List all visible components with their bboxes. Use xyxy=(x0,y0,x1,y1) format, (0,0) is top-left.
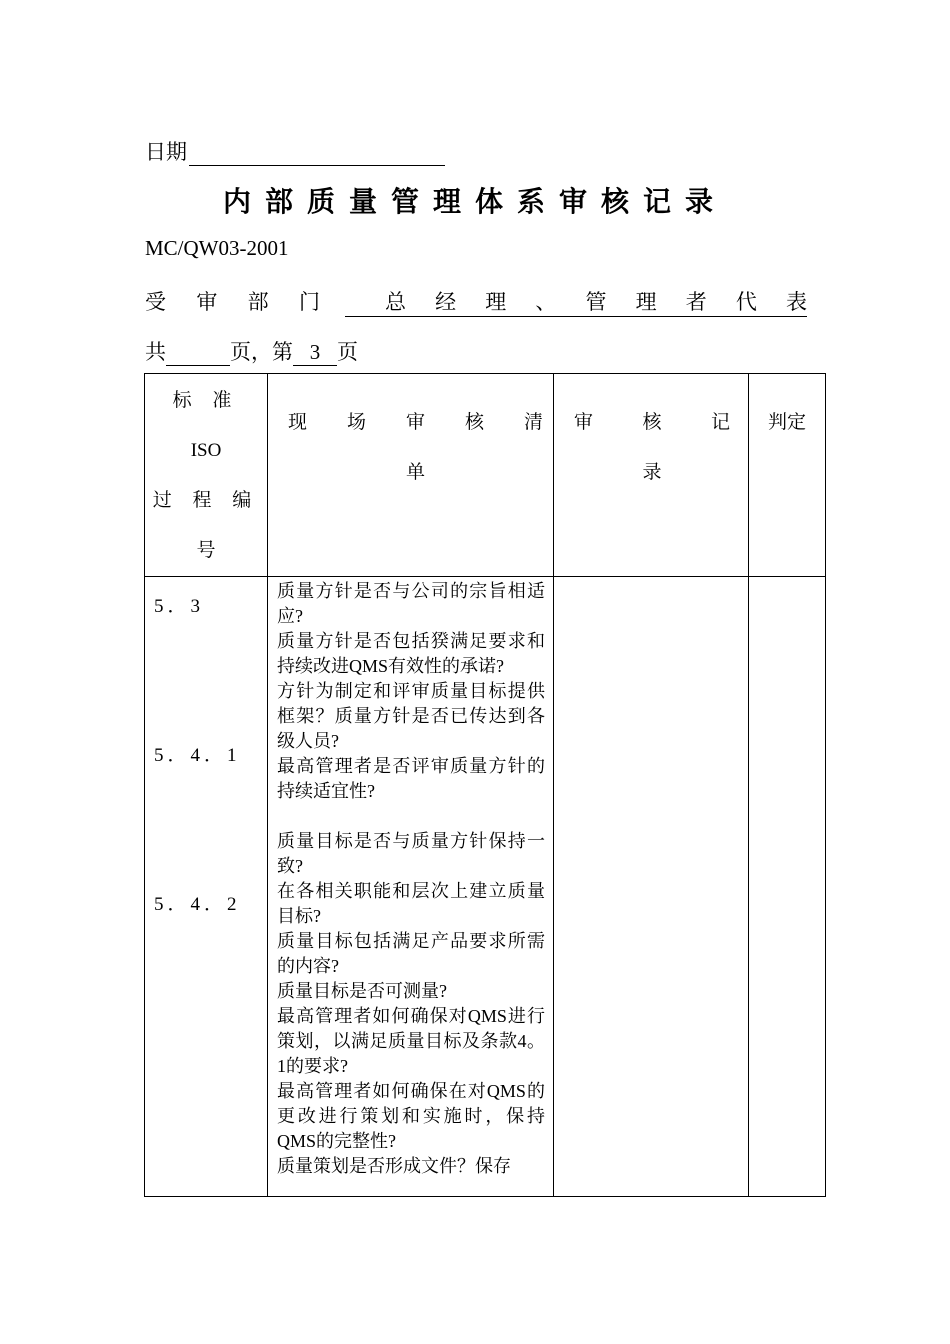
page-title: 内部质量管理体系审核记录 xyxy=(222,187,727,218)
judgement-cell[interactable] xyxy=(749,577,826,1197)
header-clause-line: 号 xyxy=(196,540,216,561)
checklist-item: 质量目标包括满足产品要求所需的内容? xyxy=(277,931,545,976)
page-count-line xyxy=(145,336,358,366)
checklist-item: 质量方针是否与公司的宗旨相适应? xyxy=(277,581,545,626)
dept-value-char: 管 xyxy=(585,290,607,314)
checklist-item: 最高管理者如何确保在对QMS的更改进行策划和实施时，保持QMS的完整性? xyxy=(277,1081,545,1151)
checklist-item: 在各相关职能和层次上建立质量目标? xyxy=(277,881,545,926)
checklist-item: 质量策划是否形成文件？保存 xyxy=(277,1156,511,1176)
header-clause xyxy=(145,374,268,577)
header-clause-line: 过 程 编 xyxy=(152,490,260,511)
dept-label-char: 审 xyxy=(196,290,218,314)
dept-label xyxy=(145,286,320,317)
clause-number: 5．4．2 xyxy=(154,894,241,915)
dept-label-char: 部 xyxy=(247,290,269,314)
page-number: 3 xyxy=(293,340,337,366)
checklist-item: 方针为制定和评审质量目标提供框架？质量方针是否已传达到各级人员? xyxy=(277,681,545,751)
header-checklist-char: 清 xyxy=(523,412,543,433)
dept-value-char: 代 xyxy=(735,290,757,314)
pages-prefix: 共 xyxy=(145,340,166,364)
checklist-item: 最高管理者是否评审质量方针的持续适宜性? xyxy=(277,756,545,801)
header-record-char: 记 xyxy=(710,412,730,433)
table-row xyxy=(145,577,826,1197)
document-code: MC/QW03-2001 xyxy=(145,236,289,260)
clause-number: 5．4．1 xyxy=(154,745,241,766)
clause-number: 5．3 xyxy=(154,596,205,617)
header-checklist-char: 审 xyxy=(405,412,425,433)
dept-label-char: 门 xyxy=(298,290,320,314)
pages-suffix: 页 xyxy=(337,340,358,364)
dept-value-char: 理 xyxy=(635,290,657,314)
checklist-cell xyxy=(268,577,554,1197)
dept-value-char: 、 xyxy=(535,290,557,314)
audit-table xyxy=(144,373,826,1197)
dept-value-char: 者 xyxy=(685,290,707,314)
header-judgement: 判定 xyxy=(749,374,826,577)
date-label: 日期 xyxy=(145,140,187,164)
header-clause-line: 标 准 xyxy=(172,390,240,411)
header-checklist-char: 核 xyxy=(464,412,484,433)
header-audit-record xyxy=(554,374,749,577)
audit-record-cell[interactable] xyxy=(554,577,749,1197)
table-header-row xyxy=(145,374,826,577)
date-field[interactable] xyxy=(189,145,445,166)
header-clause-line: ISO xyxy=(190,440,222,461)
total-pages-field[interactable] xyxy=(166,345,230,366)
header-checklist-char: 现 xyxy=(288,412,308,433)
dept-label-char: 受 xyxy=(145,290,166,314)
checklist-item: 质量方针是否包括猤满足要求和持续改进QMS有效性的承诺? xyxy=(277,631,545,676)
clause-cell xyxy=(145,577,268,1197)
pages-middle: 页，第 xyxy=(230,340,293,364)
header-record-char: 录 xyxy=(642,462,662,483)
checklist-item: 质量目标是否与质量方针保持一致? xyxy=(277,831,545,876)
dept-value xyxy=(345,286,807,317)
dept-value-char: 总 xyxy=(385,290,406,314)
dept-value-char: 表 xyxy=(786,290,807,314)
dept-value-char: 经 xyxy=(435,290,457,314)
header-record-char: 核 xyxy=(642,412,662,433)
dept-value-char: 理 xyxy=(485,290,507,314)
header-checklist-char: 单 xyxy=(405,462,425,483)
date-line xyxy=(145,136,445,166)
header-record-char: 审 xyxy=(574,412,594,433)
audited-department-line xyxy=(145,286,807,317)
header-checklist xyxy=(268,374,554,577)
checklist-item: 质量目标是否可测量? xyxy=(277,981,447,1001)
header-checklist-char: 场 xyxy=(346,412,366,433)
checklist-item: 最高管理者如何确保对QMS进行策划，以满足质量目标及条款4。1的要求? xyxy=(277,1006,545,1076)
